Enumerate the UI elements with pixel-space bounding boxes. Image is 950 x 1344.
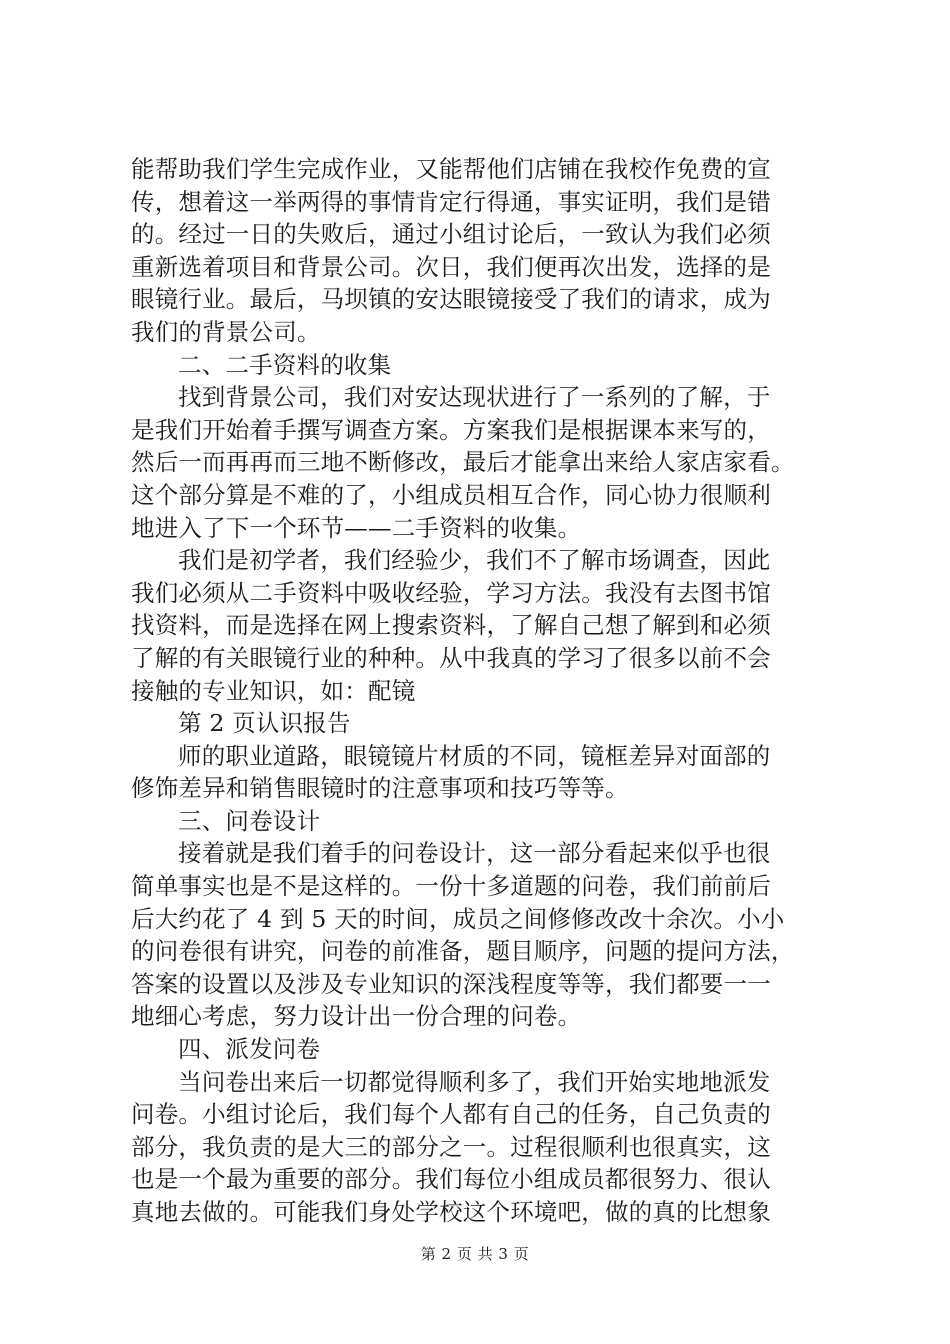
- text-line: 当问卷出来后一切都觉得顺利多了，我们开始实地地派发: [178, 1067, 771, 1096]
- document-body: [131, 153, 831, 1229]
- text-line: 接触的专业知识，如：配镜: [131, 676, 416, 705]
- text-line: 传，想着这一举两得的事情肯定行得通，事实证明，我们是错: [131, 187, 771, 216]
- text-line: 能帮助我们学生完成作业，又能帮他们店铺在我校作免费的宣: [131, 155, 771, 183]
- text-line: 三、问卷设计: [178, 806, 321, 835]
- text-line: 部分，我负责的是大三的部分之一。过程很顺利也很真实，这: [131, 1132, 771, 1161]
- text-line: 的问卷很有讲究，问卷的前准备，题目顺序，问题的提问方法，: [131, 937, 795, 966]
- text-line: 后大约花了 4 到 5 天的时间，成员之间修修改改十余次。小小: [131, 904, 785, 933]
- text-line: 我们必须从二手资料中吸收经验，学习方法。我没有去图书馆: [131, 578, 771, 607]
- text-line: 重新选着项目和背景公司。次日，我们便再次出发，选择的是: [131, 252, 771, 281]
- text-line: 找到背景公司，我们对安达现状进行了一系列的了解，于: [178, 383, 771, 412]
- text-line: 接着就是我们着手的问卷设计，这一部分看起来似乎也很: [178, 839, 771, 868]
- text-line: 的。经过一日的失败后，通过小组讨论后，一致认为我们必须: [131, 220, 771, 249]
- text-line: 二、二手资料的收集: [178, 350, 392, 379]
- text-line: 然后一而再再而三地不断修改，最后才能拿出来给人家店家看。: [131, 448, 795, 477]
- text-line: 修饰差异和销售眼镜时的注意事项和技巧等等。: [131, 774, 629, 803]
- text-line: 了解的有关眼镜行业的种种。从中我真的学习了很多以前不会: [131, 643, 771, 672]
- text-line: 师的职业道路，眼镜镜片材质的不同，镜框差异对面部的: [178, 741, 771, 770]
- text-line: 地进入了下一个环节——二手资料的收集。: [131, 513, 582, 542]
- text-line: 我们是初学者，我们经验少，我们不了解市场调查，因此: [178, 546, 771, 575]
- text-line: 我们的背景公司。: [131, 317, 321, 346]
- text-line: 简单事实也是不是这样的。一份十多道题的问卷，我们前前后: [131, 872, 771, 901]
- text-line: 地细心考虑，努力设计出一份合理的问卷。: [131, 1002, 582, 1031]
- text-line: 找资料，而是选择在网上搜索资料，了解自己想了解到和必须: [131, 611, 771, 640]
- text-line: 答案的设置以及涉及专业知识的深浅程度等等，我们都要一一: [131, 969, 771, 998]
- text-line: 真地去做的。可能我们身处学校这个环境吧，做的真的比想象: [131, 1198, 771, 1226]
- text-line: 四、派发问卷: [178, 1035, 321, 1064]
- text-line: 这个部分算是不难的了，小组成员相互合作，同心协力很顺利: [131, 480, 771, 509]
- text-line: 是我们开始着手撰写调查方案。方案我们是根据课本来写的，: [131, 415, 771, 444]
- text-line: 眼镜行业。最后，马坝镇的安达眼镜接受了我们的请求，成为: [131, 285, 771, 314]
- page-footer: 第 2 页 共 3 页: [420, 1245, 530, 1263]
- text-line: 也是一个最为重要的部分。我们每位小组成员都很努力、很认: [131, 1165, 771, 1194]
- text-line: 第 2 页认识报告: [178, 709, 351, 738]
- text-line: 问卷。小组讨论后，我们每个人都有自己的任务，自己负责的: [131, 1100, 771, 1129]
